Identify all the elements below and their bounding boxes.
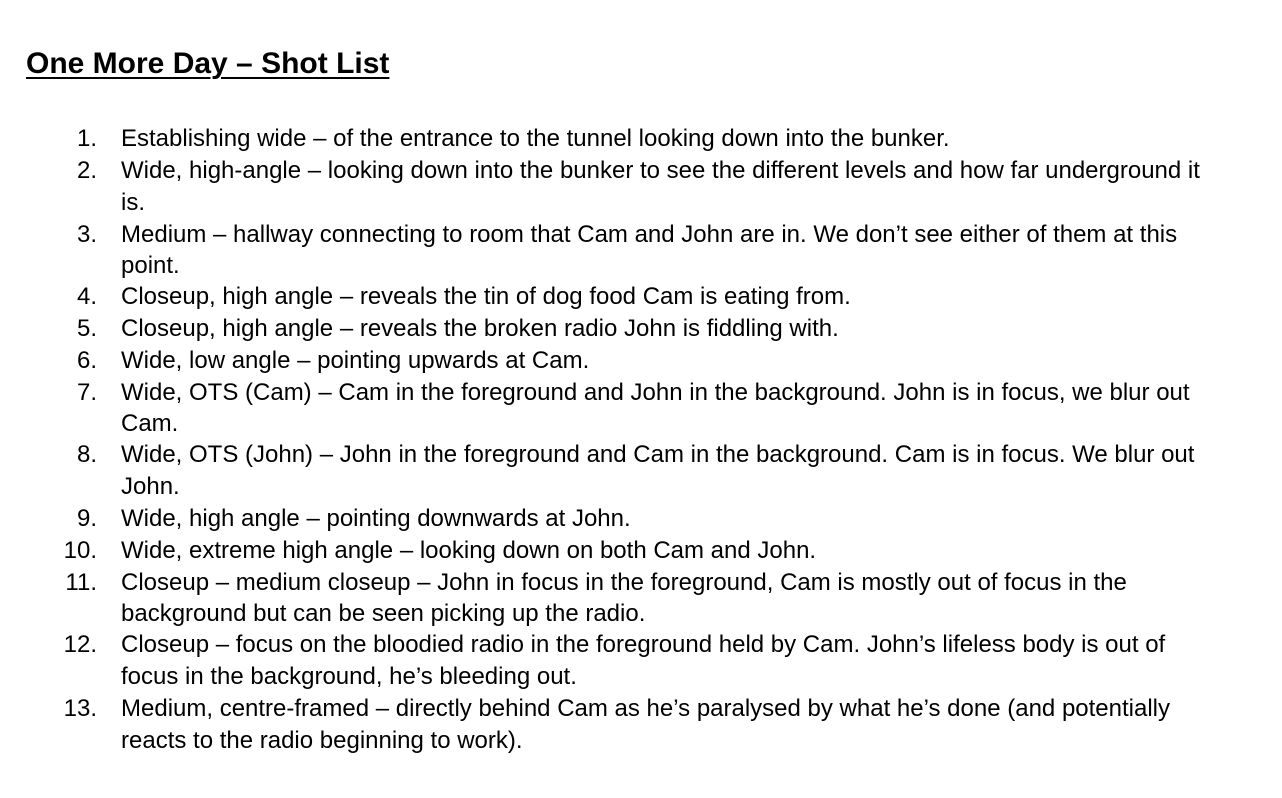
shot-description: Closeup, high angle – reveals the tin of dog food Cam is eating from. xyxy=(121,283,851,310)
shot-item-7 xyxy=(0,377,1216,439)
shot-description: Closeup, high angle – reveals the broken radio John is fiddling with. xyxy=(121,315,839,342)
shot-item-5 xyxy=(0,313,1216,345)
document-title: One More Day – Shot List xyxy=(26,47,390,80)
shot-number: 13. xyxy=(63,695,97,722)
shot-item-2 xyxy=(0,155,1216,219)
shot-description: Wide, OTS (Cam) – Cam in the foreground and John in the background. John is in focus, we blur out Cam. xyxy=(121,379,1190,437)
shot-item-12 xyxy=(0,629,1216,693)
shot-item-3 xyxy=(0,219,1216,281)
shot-item-13 xyxy=(0,693,1216,757)
shot-description: Wide, low angle – pointing upwards at Cam. xyxy=(121,347,590,374)
shot-number: 8. xyxy=(76,441,97,468)
shot-number: 4. xyxy=(76,283,97,310)
shot-item-6 xyxy=(0,345,1216,377)
shot-number: 1. xyxy=(76,125,97,152)
shot-description: Closeup – focus on the bloodied radio in the foreground held by Cam. John’s lifeless body is out of focus in the background, he’s bleeding out. xyxy=(121,631,1166,690)
shot-description: Wide, OTS (John) – John in the foreground and Cam in the background. Cam is in focus. We blur out John. xyxy=(121,441,1195,500)
shot-item-4 xyxy=(0,281,1216,313)
shot-description: Wide, high-angle – looking down into the bunker to see the different levels and how far underground it is. xyxy=(121,157,1200,216)
shot-number: 7. xyxy=(76,379,97,406)
shot-number: 12. xyxy=(63,631,97,658)
shot-number: 9. xyxy=(76,505,97,532)
shot-item-9 xyxy=(0,503,1216,535)
shot-number: 2. xyxy=(76,157,97,184)
shot-item-11 xyxy=(0,567,1216,629)
shot-description: Wide, extreme high angle – looking down on both Cam and John. xyxy=(121,537,817,564)
shot-item-8 xyxy=(0,439,1216,503)
shot-item-1 xyxy=(0,123,1216,155)
shot-description: Wide, high angle – pointing downwards at John. xyxy=(121,505,631,532)
shot-number: 10. xyxy=(63,537,97,564)
shot-description: Establishing wide – of the entrance to the tunnel looking down into the bunker. xyxy=(121,125,950,152)
shot-description: Closeup – medium closeup – John in focus in the foreground, Cam is mostly out of focus in the background but can be seen picking up the radio. xyxy=(121,569,1127,627)
shot-description: Medium, centre-framed – directly behind Cam as he’s paralysed by what he’s done (and potentially reacts to the radio beginning to work). xyxy=(121,695,1171,754)
shot-list xyxy=(0,123,1282,757)
shot-item-10 xyxy=(0,535,1216,567)
shot-number: 6. xyxy=(76,347,97,374)
shot-number: 3. xyxy=(76,221,97,248)
shot-number: 5. xyxy=(76,315,97,342)
shot-number: 11. xyxy=(65,569,97,596)
shot-description: Medium – hallway connecting to room that Cam and John are in. We don’t see either of them at this point. xyxy=(121,221,1178,279)
